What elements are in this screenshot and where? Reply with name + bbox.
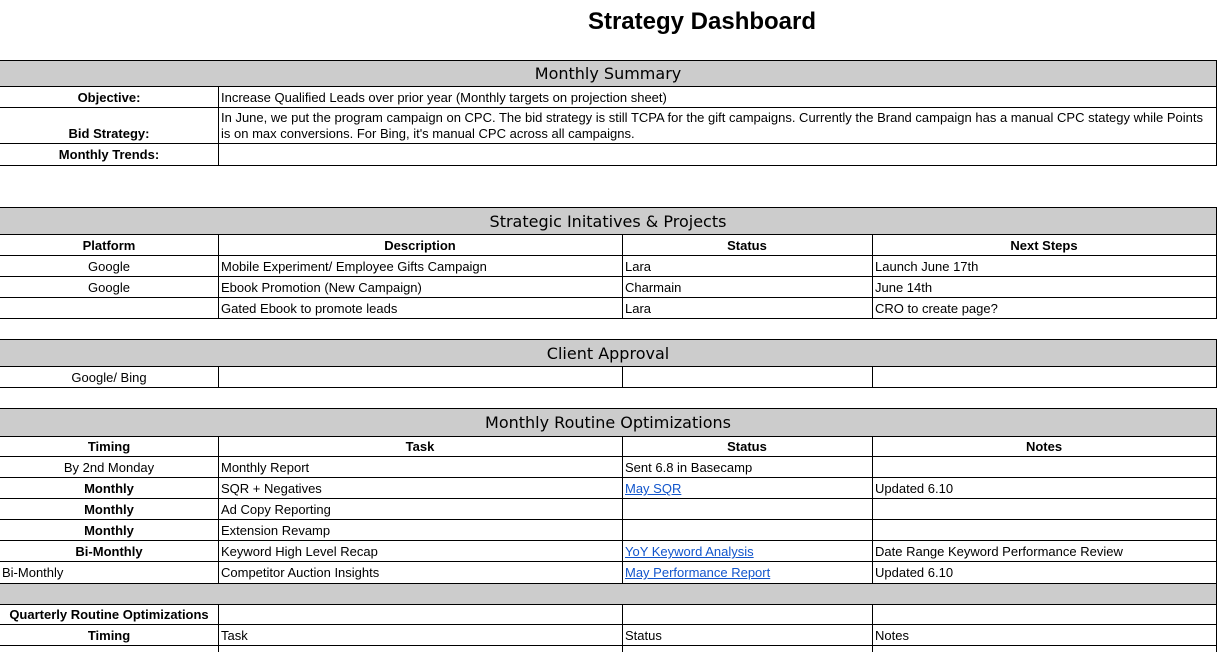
status-cell[interactable] [622,520,872,541]
notes-cell[interactable] [872,520,1216,541]
next-steps-cell[interactable]: June 14th [875,280,933,295]
timing-cell[interactable]: By 2nd Monday [63,460,155,475]
page-title: Strategy Dashboard [587,8,817,35]
routine-col-task: Task [405,439,435,454]
quarterly-header-row [0,625,1217,646]
status-cell[interactable]: Lara [625,259,652,274]
objective-row [0,87,1217,108]
status-cell[interactable]: Sent 6.8 in Basecamp [625,460,753,475]
next-steps-cell[interactable]: Launch June 17th [875,259,979,274]
table-row [0,541,1217,562]
monthly-trends-row [0,144,1217,165]
table-row [0,298,1217,319]
strategic-col-platform: Platform [82,238,136,253]
quarterly-col-task: Task [221,628,248,643]
routine-col-timing: Timing [87,439,131,454]
notes-cell[interactable]: Updated 6.10 [875,565,954,580]
empty-cell[interactable] [218,604,622,625]
task-cell[interactable]: Monthly Report [221,460,310,475]
table-row [0,562,1217,583]
strategic-col-description: Description [384,238,456,253]
strategic-col-next-steps: Next Steps [1010,238,1078,253]
table-row [0,478,1217,499]
table-row [0,457,1217,478]
status-cell[interactable] [622,541,872,562]
timing-cell[interactable]: Bi-Monthly [2,565,64,580]
notes-cell[interactable] [872,499,1216,520]
table-row [0,499,1217,520]
table-row [0,520,1217,541]
next-steps-cell[interactable]: CRO to create page? [875,301,998,316]
client-approval-row [0,367,1217,388]
quarterly-title-row [0,604,1217,625]
bid-strategy-value[interactable] [218,108,1216,144]
task-cell[interactable]: Keyword High Level Recap [221,544,378,559]
notes-cell[interactable] [872,457,1216,478]
task-cell[interactable]: Extension Revamp [221,523,331,538]
quarterly-col-status: Status [625,628,662,643]
monthly-trends-value[interactable] [218,144,1216,165]
platform-cell[interactable] [0,298,218,319]
description-cell[interactable]: Ebook Promotion (New Campaign) [221,280,422,295]
strategic-col-status: Status [727,238,767,253]
status-cell[interactable] [622,499,872,520]
timing-cell[interactable]: Monthly [84,502,134,517]
description-cell[interactable]: Mobile Experiment/ Employee Gifts Campaign [221,259,487,274]
monthly-summary-heading: Monthly Summary [534,64,682,83]
task-cell[interactable]: Competitor Auction Insights [221,565,380,580]
table-row [0,256,1217,277]
notes-cell[interactable]: Updated 6.10 [875,481,954,496]
table-row [0,277,1217,298]
bid-strategy-line-1: In June, we put the program campaign on CPC. The bid strategy is still TCPA for the gift campaigns. Currently the Brand campaign has a manual CPC stategy while Points [221,110,1203,125]
bid-strategy-line-2: is on max conversions. For Bing, it's manual CPC across all campaigns. [221,126,635,141]
routine-col-status: Status [727,439,767,454]
bid-strategy-row [0,108,1217,144]
monthly-routine-heading: Monthly Routine Optimizations [485,413,731,432]
task-cell[interactable]: SQR + Negatives [221,481,322,496]
bid-strategy-label: Bid Strategy: [68,126,150,141]
platform-cell[interactable]: Google/ Bing [71,370,147,385]
empty-cell[interactable] [622,604,872,625]
notes-cell[interactable]: Date Range Keyword Performance Review [875,544,1123,559]
may-sqr-link[interactable]: May SQR [625,481,682,496]
strategic-heading: Strategic Initatives & Projects [489,212,727,231]
quarterly-col-timing: Timing [87,628,131,643]
yoy-keyword-analysis-link[interactable]: YoY Keyword Analysis [625,544,754,559]
status-cell[interactable]: Charmain [625,280,682,295]
status-cell[interactable]: Lara [625,301,652,316]
approval-cell[interactable] [872,367,1216,388]
status-cell[interactable] [622,478,872,499]
timing-cell[interactable]: Monthly [84,523,134,538]
may-performance-report-link[interactable]: May Performance Report [625,565,771,580]
platform-cell[interactable]: Google [88,280,130,295]
quarterly-col-notes: Notes [875,628,909,643]
timing-cell[interactable]: Bi-Monthly [75,544,143,559]
strategic-header-row [0,235,1217,256]
approval-cell[interactable] [622,367,872,388]
empty-cell[interactable] [872,604,1216,625]
status-cell[interactable] [622,562,872,583]
platform-cell[interactable]: Google [88,259,130,274]
description-cell[interactable]: Gated Ebook to promote leads [221,301,398,316]
routine-col-notes: Notes [1025,439,1063,454]
quarterly-routine-heading: Quarterly Routine Optimizations [9,607,209,622]
client-approval-heading: Client Approval [546,344,670,363]
monthly-trends-label: Monthly Trends: [58,147,160,162]
quarterly-separator-band [0,583,1216,605]
task-cell[interactable]: Ad Copy Reporting [221,502,331,517]
objective-label: Objective: [77,90,141,105]
approval-cell[interactable] [218,367,622,388]
timing-cell[interactable]: Monthly [84,481,134,496]
monthly-routine-header-row [0,436,1217,457]
objective-value[interactable]: Increase Qualified Leads over prior year (Monthly targets on projection sheet) [221,90,667,105]
